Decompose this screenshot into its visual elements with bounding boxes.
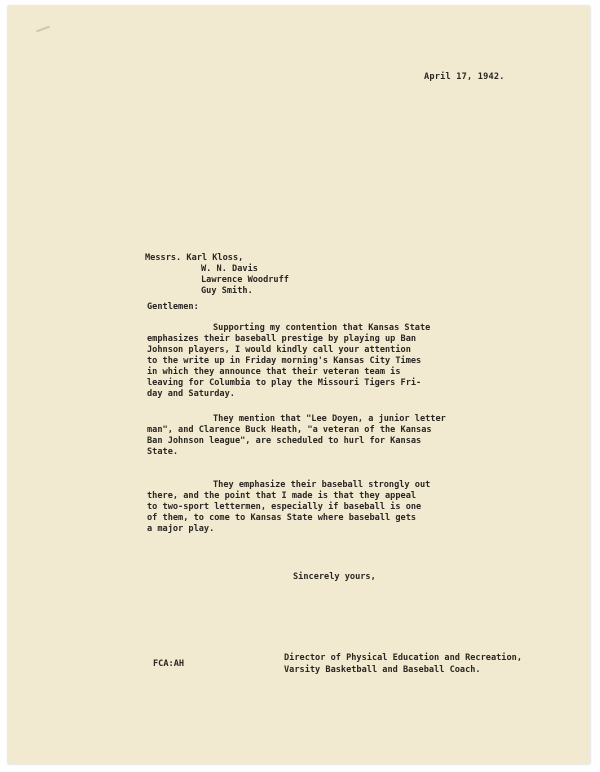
addressee-line: W. N. Davis: [201, 264, 258, 274]
paragraph-line: Supporting my contention that Kansas State: [213, 323, 431, 333]
paragraph-line: State.: [147, 447, 179, 457]
addressee-line: Lawrence Woodruff: [201, 275, 289, 285]
paragraph-line: They mention that "Lee Doyen, a junior letter: [213, 414, 446, 424]
signature-block: [284, 653, 522, 677]
letter-page: [8, 6, 590, 764]
paragraph-line: to two-sport lettermen, especially if baseball is one: [147, 502, 422, 512]
addressee-line: Guy Smith.: [201, 286, 253, 296]
signature-line: Varsity Basketball and Baseball Coach.: [284, 665, 481, 675]
paragraph-line: emphasizes their baseball prestige by playing up Ban: [147, 334, 417, 344]
paragraph-line: Johnson players, I would kindly call your attention: [147, 345, 411, 355]
paragraph-line: They emphasize their baseball strongly out: [213, 480, 431, 490]
typist-initials: FCA:AH: [153, 659, 185, 669]
closing: Sincerely yours,: [293, 572, 376, 582]
paragraph-line: in which they announce that their veteran team is: [147, 367, 401, 377]
paragraph-line: a major play.: [147, 524, 215, 534]
paragraph-line: of them, to come to Kansas State where baseball gets: [147, 513, 417, 523]
paragraph-line: to the write up in Friday morning's Kansas City Times: [147, 356, 422, 366]
addressee-line: Messrs. Karl Kloss,: [145, 253, 244, 263]
paragraph-line: Ban Johnson league", are scheduled to hurl for Kansas: [147, 436, 422, 446]
paper-mark: [36, 26, 50, 33]
signature-line: Director of Physical Education and Recreation,: [284, 653, 522, 663]
paragraph-line: day and Saturday.: [147, 389, 235, 399]
salutation: Gentlemen:: [147, 302, 199, 312]
paragraph-line: leaving for Columbia to play the Missouri Tigers Fri-: [147, 378, 422, 388]
paragraph-line: there, and the point that I made is that they appeal: [147, 491, 417, 501]
paragraph-line: man", and Clarence Buck Heath, "a veteran of the Kansas: [147, 425, 432, 435]
letter-date: April 17, 1942.: [424, 72, 505, 82]
paragraph-1: [147, 323, 447, 400]
paragraph-2: [147, 414, 447, 458]
paragraph-3: [147, 480, 447, 535]
